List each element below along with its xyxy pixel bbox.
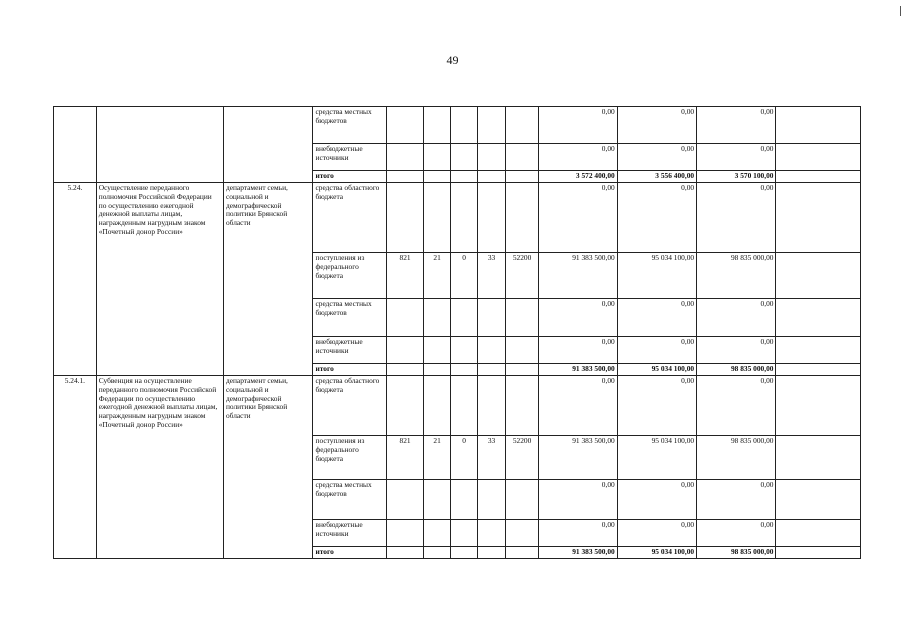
- item-name: Субвенция на осуществление переданного полномочия Российской Федерации по осуществлению ежегодной денежной выплаты лицам, награжденным нагрудным знаком «Почетный донор России»: [96, 376, 223, 559]
- total-label: итого: [313, 171, 386, 183]
- amount-y3: 0,00: [697, 520, 776, 547]
- source-label: средства областного бюджета: [313, 183, 386, 253]
- amount-y3: 0,00: [697, 376, 776, 436]
- source-label: внебюджетные источники: [313, 520, 386, 547]
- page-number: 49: [446, 53, 459, 67]
- code-rz: 21: [424, 253, 450, 299]
- amount-y3: 0,00: [697, 480, 776, 520]
- code-grbs: 821: [386, 253, 424, 299]
- item-executor: департамент семьи, социальной и демографической политики Брянской области: [223, 183, 313, 376]
- source-label: средства местных бюджетов: [313, 480, 386, 520]
- total-label: итого: [313, 547, 386, 559]
- total-label: итого: [313, 364, 386, 376]
- amount-y1: 91 383 500,00: [539, 253, 617, 299]
- code-csr: 52200: [505, 253, 539, 299]
- cell-empty: [223, 107, 313, 183]
- amount-y2: 0,00: [617, 520, 696, 547]
- total-y2: 3 556 400,00: [617, 171, 696, 183]
- cell-empty: [96, 107, 223, 183]
- item-number: 5.24.: [54, 183, 97, 376]
- amount-y1: 0,00: [539, 144, 617, 171]
- total-y2: 95 034 100,00: [617, 547, 696, 559]
- code-csr: 52200: [505, 436, 539, 480]
- code-grbs: 821: [386, 436, 424, 480]
- source-label: средства областного бюджета: [313, 376, 386, 436]
- code-vr: 33: [478, 436, 505, 480]
- budget-table-container: [53, 106, 861, 559]
- source-label: поступления из федерального бюджета: [313, 436, 386, 480]
- amount-y3: 0,00: [697, 337, 776, 364]
- source-label: внебюджетные источники: [313, 337, 386, 364]
- amount-y1: 0,00: [539, 299, 617, 337]
- amount-y1: 0,00: [539, 337, 617, 364]
- amount-y2: 95 034 100,00: [617, 436, 696, 480]
- amount-y2: 0,00: [617, 376, 696, 436]
- amount-y3: 0,00: [697, 299, 776, 337]
- total-y3: 98 835 000,00: [697, 547, 776, 559]
- amount-y3: 98 835 000,00: [697, 253, 776, 299]
- amount-y2: 0,00: [617, 337, 696, 364]
- amount-y2: 0,00: [617, 480, 696, 520]
- budget-table: [53, 106, 861, 559]
- source-label: внебюджетные источники: [313, 144, 386, 171]
- amount-y2: 0,00: [617, 299, 696, 337]
- code-vr: 33: [478, 253, 505, 299]
- amount-y2: 0,00: [617, 144, 696, 171]
- table-row: [54, 376, 861, 436]
- table-row: [54, 183, 861, 253]
- source-label: средства местных бюджетов: [313, 299, 386, 337]
- amount-y1: 0,00: [539, 520, 617, 547]
- cell-empty: [54, 107, 97, 183]
- table-row: [54, 107, 861, 144]
- total-y3: 98 835 000,00: [697, 364, 776, 376]
- total-y2: 95 034 100,00: [617, 364, 696, 376]
- amount-y3: 0,00: [697, 144, 776, 171]
- amount-y2: 0,00: [617, 183, 696, 253]
- margin-mark: [900, 6, 901, 16]
- amount-y1: 91 383 500,00: [539, 436, 617, 480]
- amount-y3: 0,00: [697, 107, 776, 144]
- code-pr: 0: [450, 253, 477, 299]
- total-y1: 91 383 500,00: [539, 364, 617, 376]
- item-executor: департамент семьи, социальной и демографической политики Брянской области: [223, 376, 313, 559]
- source-label: средства местных бюджетов: [313, 107, 386, 144]
- amount-y1: 0,00: [539, 480, 617, 520]
- code-pr: 0: [450, 436, 477, 480]
- amount-y3: 98 835 000,00: [697, 436, 776, 480]
- cell-empty: [776, 107, 861, 144]
- amount-y3: 0,00: [697, 183, 776, 253]
- code-rz: 21: [424, 436, 450, 480]
- amount-y2: 95 034 100,00: [617, 253, 696, 299]
- source-label: поступления из федерального бюджета: [313, 253, 386, 299]
- total-y3: 3 570 100,00: [697, 171, 776, 183]
- total-y1: 91 383 500,00: [539, 547, 617, 559]
- item-name: Осуществление переданного полномочия Российской Федерации по осуществлению ежегодной денежной выплаты лицам, награжденным нагрудным знаком «Почетный донор России»: [96, 183, 223, 376]
- amount-y1: 0,00: [539, 107, 617, 144]
- amount-y1: 0,00: [539, 376, 617, 436]
- amount-y1: 0,00: [539, 183, 617, 253]
- amount-y2: 0,00: [617, 107, 696, 144]
- total-y1: 3 572 400,00: [539, 171, 617, 183]
- item-number: 5.24.1.: [54, 376, 97, 559]
